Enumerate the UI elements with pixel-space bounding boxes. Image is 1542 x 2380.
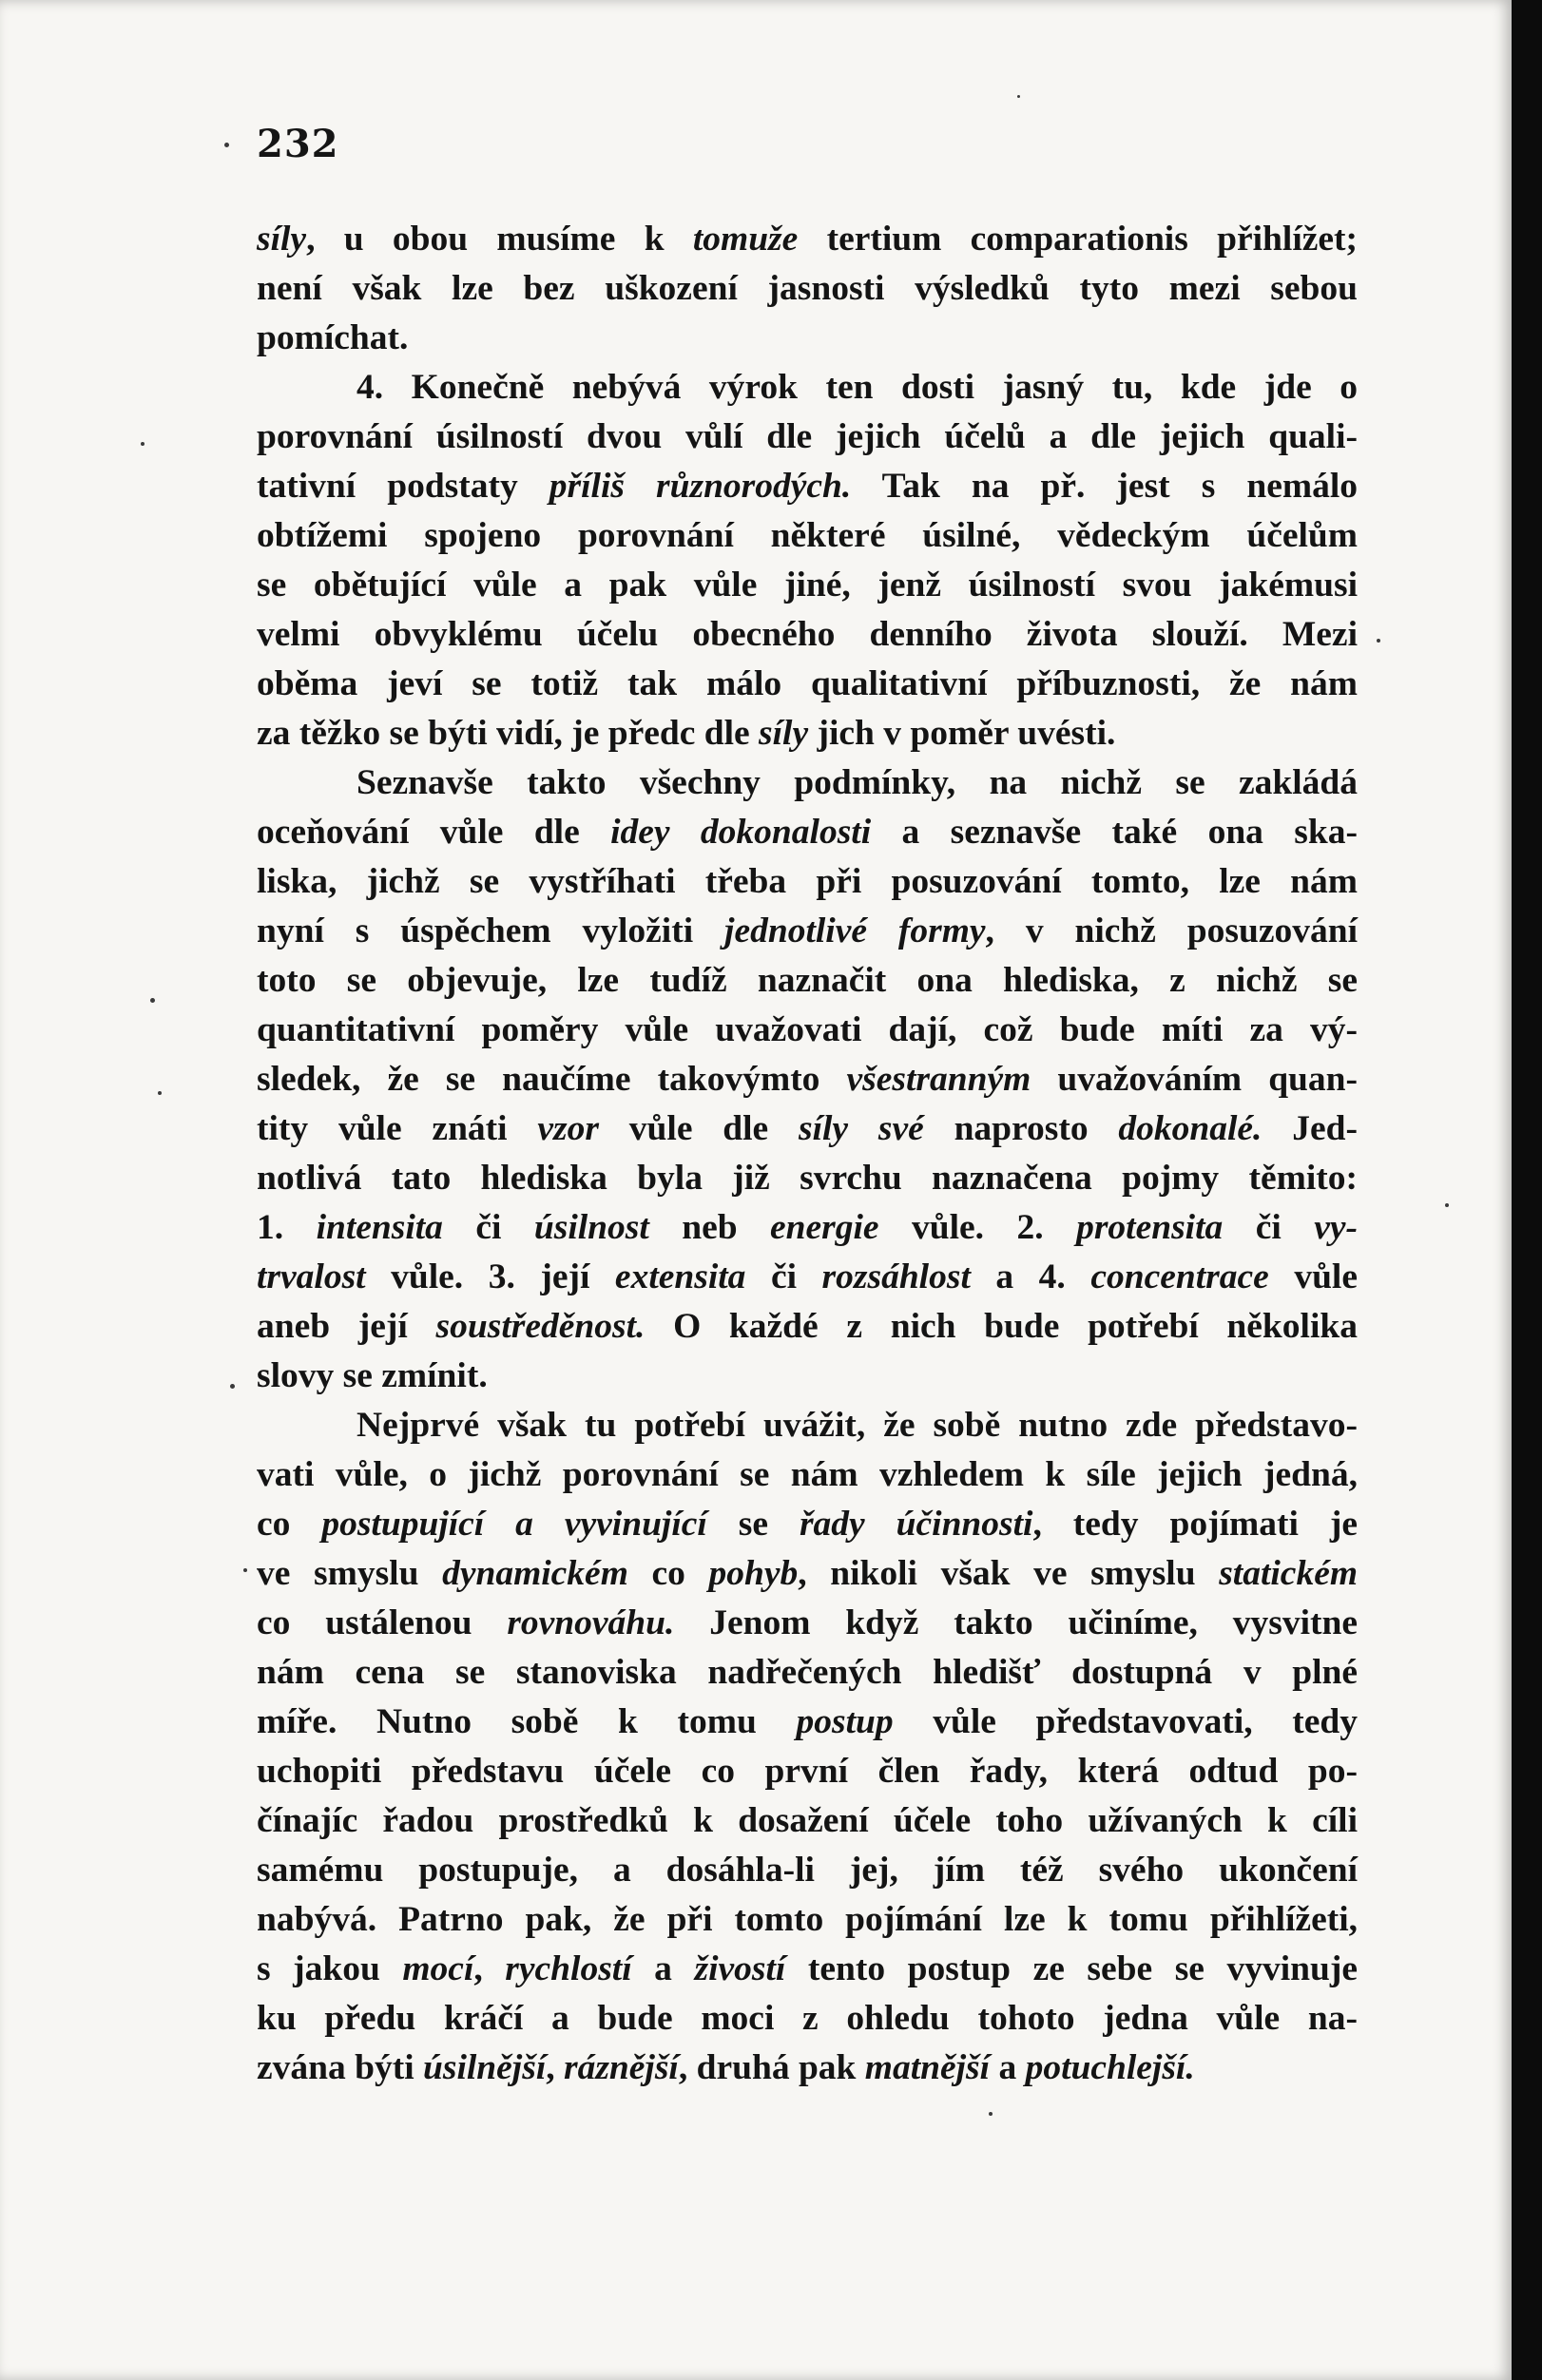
- text-segment: Jenom když takto učiníme, vysvitne: [674, 1603, 1359, 1642]
- text-line: [257, 709, 1358, 758]
- italic-text: protensita: [1076, 1208, 1224, 1247]
- text-segment: obtížemi spojeno porovnání některé úsilné, vědeckým účelům: [257, 516, 1358, 555]
- italic-text: mocí: [402, 1949, 474, 1988]
- text-segment: či: [442, 1208, 534, 1247]
- text-segment: či: [745, 1257, 822, 1296]
- text-segment: tento postup ze sebe se vyvinuje: [785, 1949, 1359, 1988]
- italic-text: všestranným: [846, 1060, 1031, 1099]
- text-line: [257, 808, 1358, 857]
- italic-text: trvalost: [257, 1257, 366, 1296]
- scan-speck: [141, 442, 145, 446]
- italic-text: vzor: [537, 1109, 599, 1148]
- text-segment: a 4.: [970, 1257, 1091, 1296]
- text-line: [257, 314, 1358, 363]
- text-segment: ve smyslu: [257, 1554, 443, 1593]
- text-segment: vůle představovati, tedy: [893, 1702, 1358, 1741]
- italic-text: úsilnost: [533, 1208, 649, 1247]
- text-segment: liska, jichž se vystříhati třeba při posuzování tomto, lze nám: [257, 862, 1358, 901]
- text-segment: není však lze bez uškození jasnosti výsledků tyto mezi sebou: [257, 269, 1358, 308]
- text-segment: O každé z nich bude potřebí několika: [645, 1307, 1358, 1346]
- text-line: [257, 2044, 1358, 2093]
- scan-speck: [1377, 639, 1380, 643]
- text-line: [257, 413, 1358, 462]
- italic-text: vy-: [1314, 1208, 1358, 1247]
- text-line: [257, 1352, 1358, 1401]
- text-segment: , u obou musíme k: [306, 220, 693, 259]
- text-line: [257, 1698, 1358, 1747]
- text-line: [257, 1450, 1358, 1500]
- text-line: [257, 561, 1358, 610]
- text-segment: oběma jeví se totiž tak málo qualitativní příbuznosti, že nám: [257, 664, 1358, 703]
- text-line: [257, 511, 1358, 561]
- scan-speck: [989, 2112, 993, 2116]
- text-line: [257, 1846, 1358, 1895]
- italic-text: příliš různorodých.: [549, 467, 852, 506]
- text-line: [257, 758, 1358, 808]
- text-segment: a: [990, 2048, 1026, 2087]
- text-segment: Tak na př. jest s nemálo: [851, 467, 1358, 506]
- italic-text: živostí: [694, 1949, 786, 1988]
- text-segment: vůle. 3. její: [365, 1257, 615, 1296]
- text-segment: ku předu kráčí a bude moci z ohledu tohoto jedna vůle na-: [257, 1999, 1358, 2038]
- text-line: [257, 462, 1358, 511]
- text-line: [257, 1599, 1358, 1648]
- text-segment: 1.: [257, 1208, 317, 1247]
- italic-text: concentrace: [1090, 1257, 1269, 1296]
- italic-text: rovnováhu.: [507, 1603, 675, 1642]
- text-segment: naprosto: [923, 1109, 1119, 1148]
- text-line: [257, 1500, 1358, 1549]
- text-line: [257, 363, 1358, 413]
- scan-speck: [158, 1091, 162, 1095]
- text-segment: nabývá. Patrno pak, že při tomto pojímání lze k tomu přihlížeti,: [257, 1900, 1358, 1939]
- text-segment: tity vůle znáti: [257, 1109, 538, 1148]
- text-segment: co: [257, 1505, 322, 1544]
- text-line: [257, 264, 1358, 314]
- italic-text: potuchlejší.: [1025, 2048, 1195, 2087]
- text-segment: Jed-: [1262, 1109, 1358, 1148]
- italic-text: postup: [796, 1702, 894, 1741]
- text-line: [257, 215, 1358, 264]
- text-segment: 4. Konečně nebývá výrok ten dosti jasný tu, kde jde o: [357, 368, 1358, 407]
- italic-text: úsilnější: [423, 2048, 547, 2087]
- text-segment: aneb její: [257, 1307, 436, 1346]
- text-segment: nám cena se stanoviska nadřečených hledišť dostupná v plné: [257, 1653, 1358, 1692]
- italic-text: dokonalé.: [1118, 1109, 1263, 1148]
- italic-text: intensita: [316, 1208, 443, 1247]
- text-segment: a seznavše také ona ska-: [871, 813, 1358, 852]
- text-line: [257, 1055, 1358, 1104]
- text-line: [257, 1104, 1358, 1154]
- text-segment: ,: [546, 2048, 564, 2087]
- text-segment: quantitativní poměry vůle uvažovati dají, což bude míti za vý-: [257, 1010, 1358, 1049]
- text-segment: tertium comparationis přihlížet;: [798, 220, 1358, 259]
- italic-text: energie: [770, 1208, 879, 1247]
- text-line: [257, 1549, 1358, 1599]
- text-segment: samému postupuje, a dosáhla-li jej, jím též svého ukončení: [257, 1851, 1358, 1890]
- text-line: [257, 1895, 1358, 1945]
- scan-speck: [1017, 95, 1020, 98]
- text-segment: tativní podstaty: [257, 467, 549, 506]
- text-segment: vůle: [1268, 1257, 1358, 1296]
- text-line: [257, 660, 1358, 709]
- text-line: [257, 1006, 1358, 1055]
- text-segment: ,: [473, 1949, 506, 1988]
- text-segment: slovy se zmínit.: [257, 1356, 488, 1395]
- italic-text: extensita: [614, 1257, 746, 1296]
- italic-text: jednotlivé formy: [724, 912, 986, 950]
- text-segment: pomíchat.: [257, 318, 409, 357]
- italic-text: síly: [759, 714, 809, 753]
- text-segment: čínajíc řadou prostředků k dosažení účele toho užívaných k cíli: [257, 1801, 1358, 1840]
- text-segment: vůle. 2.: [878, 1208, 1077, 1247]
- text-segment: vůle dle: [598, 1109, 799, 1148]
- text-segment: Nejprvé však tu potřebí uvážit, že sobě nutno zde představo-: [357, 1406, 1358, 1445]
- italic-text: statickém: [1219, 1554, 1359, 1593]
- text-segment: zvána býti: [257, 2048, 424, 2087]
- text-segment: , tedy pojímati je: [1032, 1505, 1358, 1544]
- italic-text: rychlostí: [505, 1949, 632, 1988]
- text-segment: velmi obvyklému účelu obecného denního života slouží. Mezi: [257, 615, 1358, 654]
- text-segment: porovnání úsilností dvou vůlí dle jejich účelů a dle jejich quali-: [257, 417, 1358, 456]
- italic-text: pohyb: [708, 1554, 799, 1593]
- text-line: [257, 1747, 1358, 1796]
- text-line: [257, 1253, 1358, 1302]
- italic-text: ráznější: [563, 2048, 679, 2087]
- text-segment: s jakou: [257, 1949, 403, 1988]
- text-segment: , nikoli však ve smyslu: [798, 1554, 1220, 1593]
- text-segment: co: [627, 1554, 709, 1593]
- text-line: [257, 1154, 1358, 1203]
- scan-speck: [224, 143, 229, 147]
- text-line: [257, 1945, 1358, 1994]
- scan-speck: [150, 998, 155, 1003]
- text-segment: Seznavše takto všechny podmínky, na nichž se zakládá: [357, 763, 1358, 802]
- italic-text: rozsáhlost: [821, 1257, 971, 1296]
- text-segment: se obětující vůle a pak vůle jiné, jenž úsilností svou jakémusi: [257, 566, 1358, 605]
- text-segment: oceňování vůle dle: [257, 813, 611, 852]
- text-segment: se: [706, 1505, 800, 1544]
- text-segment: notlivá tato hlediska byla již svrchu naznačena pojmy těmito:: [257, 1159, 1358, 1198]
- text-segment: uchopiti představu účele co první člen řady, která odtud po-: [257, 1752, 1358, 1791]
- text-line: [257, 1302, 1358, 1352]
- page-number: 232: [257, 122, 339, 166]
- text-line: [257, 610, 1358, 660]
- text-line: [257, 1796, 1358, 1846]
- text-segment: jich v poměr uvésti.: [808, 714, 1116, 753]
- text-segment: vati vůle, o jichž porovnání se nám vzhledem k síle jejich jedná,: [257, 1455, 1358, 1494]
- body-text: [257, 215, 1358, 2093]
- italic-text: tomuže: [692, 220, 799, 259]
- text-line: [257, 907, 1358, 956]
- text-line: [257, 956, 1358, 1006]
- italic-text: síly: [257, 220, 307, 259]
- italic-text: matnější: [864, 2048, 991, 2087]
- text-segment: , druhá pak: [678, 2048, 865, 2087]
- text-segment: toto se objevuje, lze tudíž naznačit ona hlediska, z nichž se: [257, 961, 1358, 1000]
- text-segment: míře. Nutno sobě k tomu: [257, 1702, 797, 1741]
- italic-text: idey dokonalosti: [610, 813, 872, 852]
- text-segment: nyní s úspěchem vyložiti: [257, 912, 725, 950]
- text-segment: či: [1223, 1208, 1315, 1247]
- italic-text: soustředěnost.: [435, 1307, 646, 1346]
- text-segment: sledek, že se naučíme takovýmto: [257, 1060, 847, 1099]
- text-segment: uvažováním quan-: [1031, 1060, 1358, 1099]
- italic-text: dynamickém: [442, 1554, 628, 1593]
- text-line: [257, 857, 1358, 907]
- italic-text: síly své: [799, 1109, 924, 1148]
- text-line: [257, 1203, 1358, 1253]
- text-line: [257, 1648, 1358, 1698]
- text-segment: , v nichž posuzování: [985, 912, 1358, 950]
- text-segment: za těžko se býti vidí, je předc dle: [257, 714, 760, 753]
- text-line: [257, 1401, 1358, 1450]
- italic-text: postupující a vyvinující: [321, 1505, 707, 1544]
- scan-speck: [243, 1568, 247, 1572]
- text-line: [257, 1994, 1358, 2044]
- scan-speck: [1445, 1203, 1449, 1207]
- text-segment: a: [631, 1949, 695, 1988]
- italic-text: řady účinnosti: [799, 1505, 1033, 1544]
- text-segment: neb: [648, 1208, 771, 1247]
- scan-speck: [230, 1384, 235, 1389]
- text-segment: co ustálenou: [257, 1603, 508, 1642]
